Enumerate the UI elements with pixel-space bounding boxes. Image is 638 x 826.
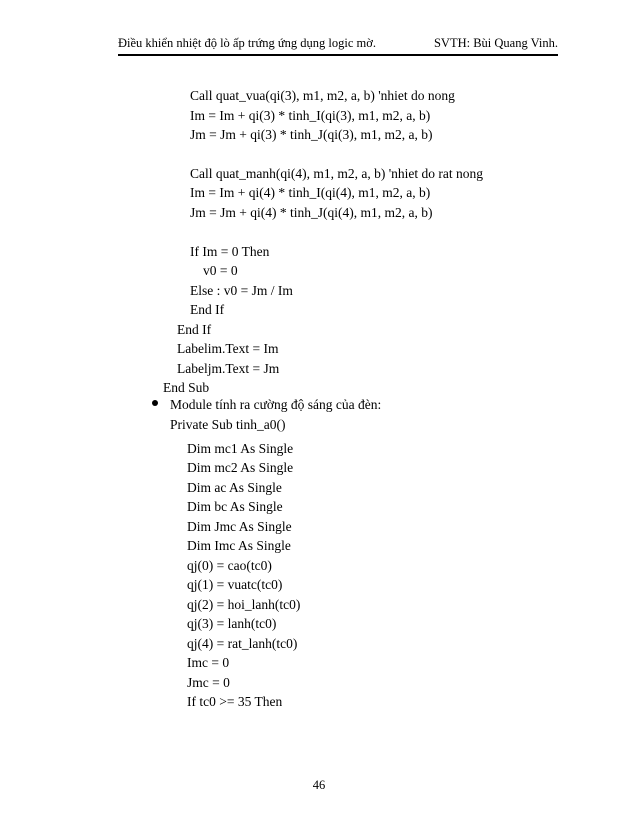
code-line: Imc = 0 — [187, 655, 230, 670]
code-line: Dim mc1 As Single — [187, 441, 294, 456]
code-line: End Sub — [163, 380, 210, 395]
code-line: Private Sub tinh_a0() — [170, 417, 286, 432]
code-line: Dim Jmc As Single — [187, 519, 292, 534]
code-line: qj(4) = rat_lanh(tc0) — [187, 636, 298, 651]
page-number: 46 — [312, 778, 326, 792]
header-title: Điều khiển nhiệt độ lò ấp trứng ứng dụng logic mờ. — [118, 36, 376, 50]
code-line: If tc0 >= 35 Then — [187, 694, 283, 709]
bullet-icon — [152, 400, 158, 406]
code-line: Jm = Jm + qi(4) * tinh_J(qi(4), m1, m2, a, b) — [190, 205, 433, 220]
code-line: qj(1) = vuatc(tc0) — [187, 577, 283, 592]
code-line: Jmc = 0 — [187, 675, 230, 690]
code-line: Dim bc As Single — [187, 499, 283, 514]
page-header — [118, 34, 558, 56]
code-line: Im = Im + qi(4) * tinh_I(qi(4), m1, m2, a, b) — [190, 185, 431, 200]
code-line: Call quat_vua(qi(3), m1, m2, a, b) 'nhiet do nong — [190, 88, 455, 103]
code-line: qj(2) = hoi_lanh(tc0) — [187, 597, 301, 612]
code-line: Im = Im + qi(3) * tinh_I(qi(3), m1, m2, a, b) — [190, 108, 431, 123]
code-line: Dim ac As Single — [187, 480, 282, 495]
code-line: Dim Imc As Single — [187, 538, 291, 553]
code-line: Labeljm.Text = Jm — [177, 361, 280, 376]
code-line: v0 = 0 — [203, 263, 238, 278]
code-line: End If — [190, 302, 225, 317]
header-author: SVTH: Bùi Quang Vinh. — [433, 36, 558, 50]
code-line: Jm = Jm + qi(3) * tinh_J(qi(3), m1, m2, a, b) — [190, 127, 433, 142]
code-line: Labelim.Text = Im — [177, 341, 279, 356]
code-line: qj(0) = cao(tc0) — [187, 558, 272, 573]
code-line: Else : v0 = Jm / Im — [190, 283, 293, 298]
code-line: Call quat_manh(qi(4), m1, m2, a, b) 'nhiet do rat nong — [190, 166, 483, 181]
code-line: Dim mc2 As Single — [187, 460, 294, 475]
code-line: qj(3) = lanh(tc0) — [187, 616, 277, 631]
code-line: If Im = 0 Then — [190, 244, 270, 259]
section-heading: Module tính ra cường độ sáng của đèn: — [170, 397, 382, 412]
code-line: End If — [177, 322, 212, 337]
